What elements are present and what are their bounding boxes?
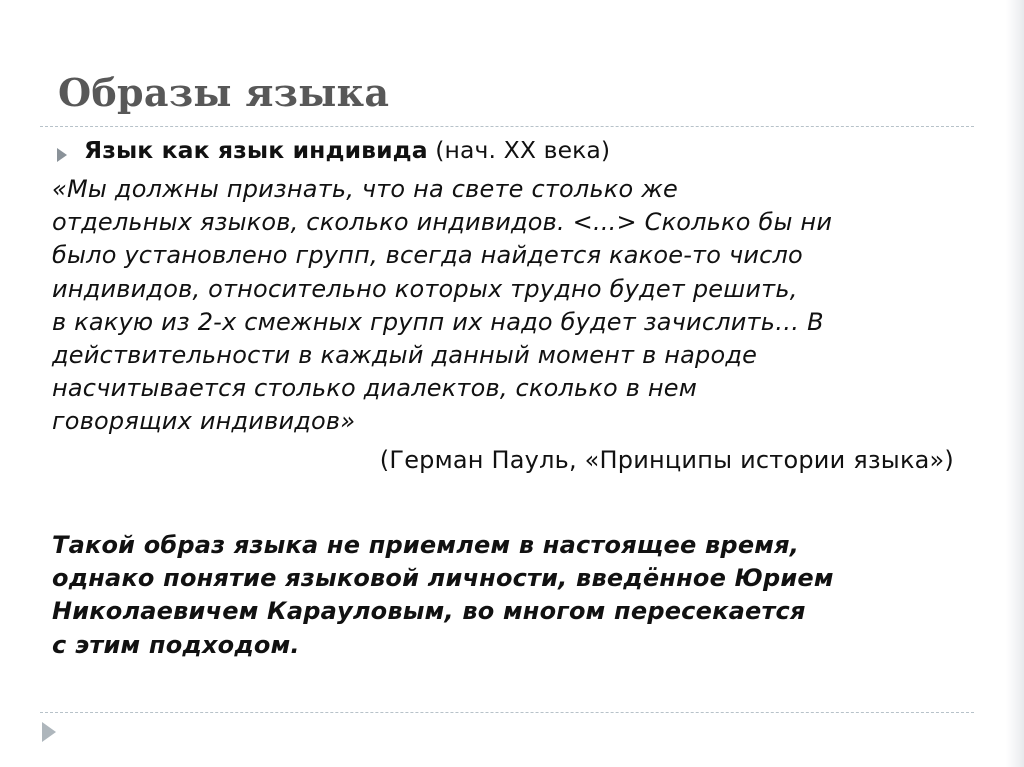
bullet-period: (нач. XX века) (427, 136, 611, 164)
conclusion-line: однако понятие языковой личности, введённое Юрием (52, 564, 834, 593)
quote-line: «Мы должны признать, что на свете столько же (52, 175, 678, 203)
footer-divider (40, 712, 974, 713)
slide-title: Образы языка (58, 70, 390, 115)
quote-line: индивидов, относительно которых трудно будет решить, (52, 274, 798, 303)
quote-line: насчитывается столько диалектов, сколько в нем (52, 374, 698, 403)
conclusion-line: Такой образ языка не приемлем в настоящее время, (52, 530, 800, 559)
quote-line: было установлено групп, всегда найдется какое-то число (52, 241, 803, 270)
quote-line: говорящих индивидов» (52, 407, 356, 436)
slide-right-edge (1006, 0, 1024, 767)
quote-line: отдельных языков, сколько индивидов. <...> Сколько бы ни (52, 208, 833, 237)
title-divider (40, 126, 974, 127)
bullet-item (84, 133, 982, 167)
quote-attribution: (Герман Пауль, «Принципы истории языка») (379, 445, 954, 474)
quote-line: в какую из 2-х смежных групп их надо будет зачислить… В (52, 307, 824, 336)
conclusion-line: Николаевичем Карауловым, во многом пересекается (52, 597, 806, 626)
slide-content (52, 133, 982, 662)
quote-line: действительности в каждый данный момент в народе (52, 341, 758, 370)
quote (52, 173, 982, 439)
footer-triangle-icon (42, 722, 56, 742)
conclusion-line: с этим подходом. (52, 630, 300, 659)
conclusion (52, 529, 982, 663)
bullet-heading: Язык как язык индивида (84, 136, 428, 164)
